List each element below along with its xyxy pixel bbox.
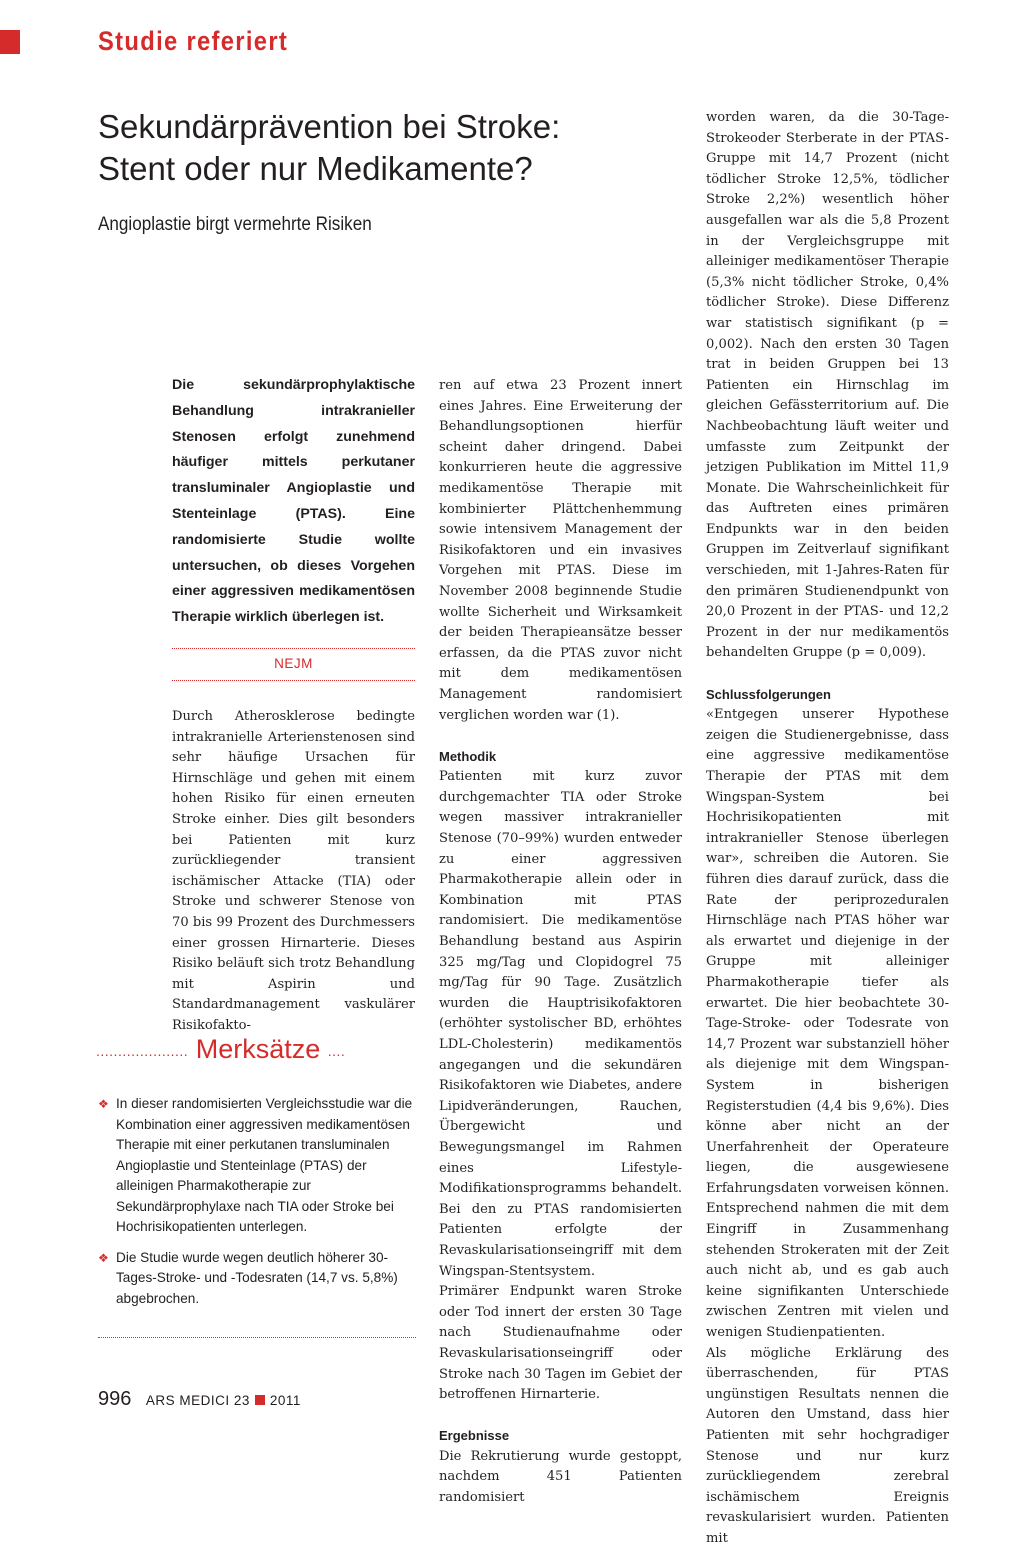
issue-year: 2011	[269, 1393, 301, 1408]
body-column-2	[439, 376, 682, 1509]
body-paragraph: Durch Atherosklerose bedingte intrakranielle Arterienstenosen sind sehr häufige Ursachen für Hirnschläge und gehen mit einem hohen Risiko für einen erneuten Stroke einher. Dies gilt besonders bei Patienten mit kurz zurückliegender transient ischämischer Attacke (TIA) oder Stroke und schwerer Stenose von 70 bis 99 Prozent des Durchmessers einer grossen Hirnarterie. Dieses Risiko beläuft sich trotz Behandlung mit Aspirin und Standardmanagement vaskulärer Risikofakto-	[172, 709, 415, 1033]
article-lead: Die sekundärprophylaktische Behandlung intrakranieller Stenosen erfolgt zunehmend häufiger mittels perkutaner transluminaler Angioplastie und Stenteinlage (PTAS). Eine randomisierte Studie wollte untersuchen, ob dieses Vorgehen einer aggressiven medikamentösen Therapie wirklich überlegen ist.	[172, 377, 415, 626]
article-title-line1: Sekundärprävention bei Stroke:	[98, 108, 561, 145]
section-heading-ergebnisse: Ergebnisse	[439, 1428, 510, 1444]
diamond-bullet-icon: ❖	[98, 1097, 109, 1111]
merksaetze-dots-right: ....	[327, 1042, 346, 1059]
divider-dotted	[172, 680, 415, 681]
page-number: 996	[98, 1388, 132, 1410]
body-column-3	[706, 108, 949, 1550]
magazine-name: ARS MEDICI 23	[145, 1393, 250, 1408]
body-paragraph: worden waren, da die 30-Tage-Strokeoder Sterberate in der PTAS-Gruppe mit 14,7 Prozent (nicht tödlicher Stroke 12,5%, tödlicher Stroke 2,2%) wesentlich höher ausgefallen war als die 5,8 Prozent in der Vergleichsgruppe mit alleiniger medikamentöser Therapie (5,3% nicht tödlicher Stroke, 0,4% tödlicher Stroke). Diese Differenz war statistisch signifikant (p = 0,002). Nach den ersten 30 Tagen trat in beiden Gruppen bei 13 Patienten ein Hirnschlag im gleichen Gefässterritorium auf. Die Nachbeobachtung läuft weiter und umfasste zum Zeitpunkt der jetzigen Publikation im Mittel 11,9 Monate. Die Wahrscheinlichkeit für das Auftreten eines primären Endpunkts war in den beiden Gruppen im Zeitverlauf signifikant verschieden, mit 1-Jahres-Raten für den primären Studienendpunkt von 20,0 Prozent in der PTAS- und 12,2 Prozent in der nur medikamentös behandelten Gruppe (p = 0,009).	[706, 110, 949, 661]
body-paragraph: Primärer Endpunkt waren Stroke oder Tod innert der ersten 30 Tage nach Studienaufnahme oder Revaskularisationseingriff oder Stroke nach 30 Tagen im Gebiet der betroffenen Hirnarterie.	[439, 1284, 682, 1403]
merksaetze-dots-left: .....................	[96, 1042, 189, 1059]
source-label: NEJM	[274, 656, 313, 671]
list-item	[98, 1248, 416, 1310]
body-paragraph: Als mögliche Erklärung des überraschenden, für PTAS ungünstigen Resultats nennen die Autoren den Umstand, dass hier Patienten mit sehr hochgradiger Stenose und nur kurz zurückliegendem zerebral ischämischem Ereignis revaskularisiert wurden. Patienten mit	[706, 1345, 949, 1546]
page-footer	[98, 1388, 301, 1411]
section-marker-square	[0, 30, 20, 54]
diamond-bullet-icon: ❖	[98, 1250, 109, 1265]
body-paragraph: Die Rekrutierung wurde gestoppt, nachdem 451 Patienten randomisiert	[439, 1448, 682, 1506]
article-subtitle: Angioplastie birgt vermehrte Risiken	[98, 214, 372, 235]
list-item	[98, 1094, 416, 1238]
footer-square-icon	[255, 1395, 265, 1405]
merksatz-text: In dieser randomisierten Vergleichsstudie war die Kombination einer aggressiven medikamentösen Therapie mit einer perkutanen transluminalen Angioplastie und Stenteinlage (PTAS) der alleinigen Pharmakotherapie zur Sekundärprophylaxe nach TIA oder Stroke bei Hochrisikopatienten unterlegen.	[116, 1096, 413, 1234]
merksaetze-heading	[96, 1034, 416, 1065]
merksaetze-list	[98, 1094, 416, 1319]
section-heading-schlussfolgerungen: Schlussfolgerungen	[706, 686, 831, 702]
merksaetze-title: Merksätze	[195, 1034, 321, 1064]
article-title	[98, 106, 618, 190]
merksatz-text: Die Studie wurde wegen deutlich höherer 30-Tages-Stroke- und -Todesraten (14,7 vs. 5,8%) abgebrochen.	[116, 1249, 398, 1306]
article-title-line2: Stent oder nur Medikamente?	[98, 150, 533, 187]
body-paragraph: «Entgegen unserer Hypothese zeigen die Studienergebnisse, dass eine aggressive medikamentöse Therapie der PTAS mit dem Wingspan-System bei Hochrisikopatienten mit intrakranieller Stenose überlegen war», schreiben die Autoren. Sie führen dies darauf zurück, dass die Rate der periprozeduralen Hirnschläge nach PTAS höher war als erwartet und diejenige in der Gruppe mit alleiniger Pharmakotherapie tiefer als erwartet. Die hier beobachtete 30-Tage-Stroke- oder Todesrate von 14,7 Prozent war substanziell höher als diejenige mit dem Wingspan-System in bisherigen Registerstudien (4,4 bis 9,6%). Dies könne aber nicht an der Unerfahrenheit der Operateure liegen, die ausgewiesene Erfahrungsdaten vorweisen können. Entsprechend nahmen die mit dem Eingriff in Zusammenhang stehenden Strokeraten mit der Zeit auch nicht ab, und es gab auch keine signifikanten Unterschiede zwischen Zentren mit vielen und wenigen Studienpatienten.	[706, 707, 949, 1341]
body-column-1	[172, 707, 415, 1037]
section-heading-methodik: Methodik	[439, 748, 497, 764]
divider-dotted	[98, 1337, 416, 1338]
body-paragraph: Patienten mit kurz zuvor durchgemachter TIA oder Stroke wegen massiver intrakranieller Stenose (70–99%) wurden entweder zu einer aggressiven Pharmakotherapie allein oder in Kombination mit PTAS randomisiert. Die medikamentöse Behandlung bestand aus Aspirin 325 mg/Tag und Clopidogrel 75 mg/Tag für 90 Tage. Zusätzlich wurden die Hauptrisikofaktoren (erhöhter systolischer BD, erhöhtes LDL-Cholesterin) medikamentös angegangen und die sekundären Risikofaktoren wie Diabetes, andere Lipidveränderungen, Rauchen, Übergewicht und Bewegungsmangel im Rahmen eines Lifestyle-Modifikationsprogramms behandelt. Bei den zu PTAS randomisierten Patienten erfolgte der Revaskularisationseingriff mit dem Wingspan-Stentsystem.	[439, 769, 682, 1279]
divider-dotted	[172, 648, 415, 649]
body-paragraph: ren auf etwa 23 Prozent innert eines Jahres. Eine Erweiterung der Behandlungsoptionen hierfür scheint daher dringend. Dabei konkurrieren heute die aggressive medikamentöse Therapie mit kombinierter Plättchenhemmung sowie intensivem Management der Risikofaktoren und ein invasives Vorgehen mit PTAS. Diese im November 2008 beginnende Studie wollte Sicherheit und Wirksamkeit der beiden Therapieansätze besser erfassen, da die PTAS zuvor nicht mit dem medikamentösen Management randomisiert verglichen worden war (1).	[439, 378, 682, 723]
section-label: Studie referiert	[98, 26, 289, 56]
